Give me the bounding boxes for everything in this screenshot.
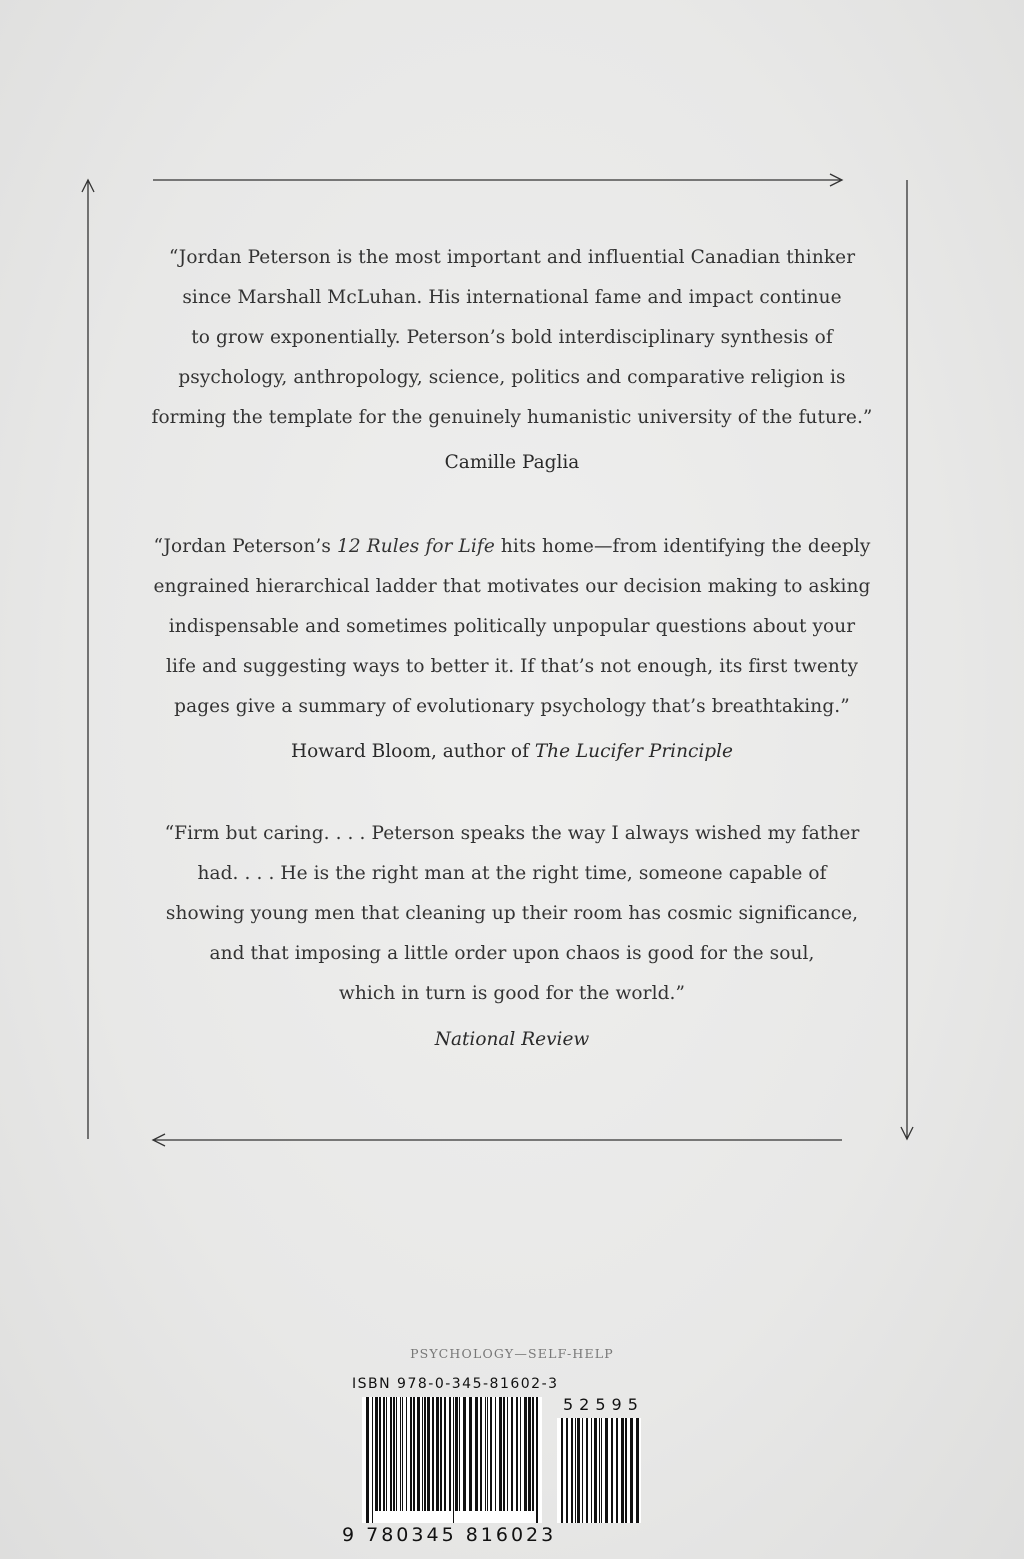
barcode-bar <box>386 1397 387 1511</box>
quote-line: pages give a summary of evolutionary psychology that’s breathtaking.” <box>174 696 850 717</box>
barcode-bar <box>402 1397 403 1511</box>
barcode-bar <box>427 1397 430 1511</box>
barcode-bar <box>591 1418 592 1523</box>
barcode-bar <box>582 1418 583 1523</box>
barcode-bar <box>379 1397 381 1511</box>
barcode-bar <box>424 1397 426 1511</box>
quote-line: life and suggesting ways to better it. If that’s not enough, its first twenty <box>165 656 859 677</box>
quote-line <box>130 527 894 567</box>
barcode-bar <box>499 1397 502 1511</box>
barcode-bar <box>561 1418 563 1523</box>
barcode-bar <box>511 1397 513 1511</box>
barcode-bar <box>507 1397 508 1511</box>
barcode-bar <box>520 1397 521 1511</box>
quote-line: engrained hierarchical ladder that motivates our decision making to asking <box>153 576 871 597</box>
barcode-bar <box>406 1397 407 1511</box>
isbn-barcode <box>362 1397 542 1523</box>
barcode-bar <box>432 1397 434 1511</box>
barcode-bar <box>400 1397 401 1511</box>
quote-line: had. . . . He is the right man at the right time, someone capable of <box>197 863 827 884</box>
review-attribution-2 <box>130 741 894 762</box>
barcode-bar <box>516 1397 518 1511</box>
barcode-bar <box>480 1397 482 1511</box>
barcode-bar <box>375 1397 378 1511</box>
barcode-bar <box>463 1397 466 1511</box>
barcode-bar <box>586 1418 588 1523</box>
barcode-bar <box>490 1397 492 1511</box>
barcode-bar <box>390 1397 392 1511</box>
barcode-bar <box>577 1418 580 1523</box>
barcode-bar <box>611 1418 613 1523</box>
barcode-bar <box>410 1397 412 1511</box>
barcode-bar <box>383 1397 385 1511</box>
barcode-bar <box>413 1397 415 1511</box>
barcode-bar <box>524 1397 527 1511</box>
attribution-middle: , author of <box>431 741 535 762</box>
quote-line: “Jordan Peterson is the most important and influential Canadian thinker <box>168 247 856 268</box>
quote-line: and that imposing a little order upon chaos is good for the soul, <box>209 943 815 964</box>
barcode-bar <box>566 1418 568 1523</box>
barcode-bar <box>571 1418 573 1523</box>
barcode-bar <box>455 1397 458 1511</box>
barcode-bar <box>536 1397 538 1523</box>
barcode-digits: 9 780345 816023 <box>342 1524 557 1546</box>
barcode-bar <box>616 1418 618 1523</box>
attribution-name: Howard Bloom <box>290 741 432 762</box>
isbn-label: ISBN 978-0-345-81602-3 <box>352 1376 559 1392</box>
barcode-bar <box>487 1397 488 1511</box>
barcode-bar <box>393 1397 395 1511</box>
barcode-bar <box>449 1397 451 1511</box>
barcode-bar <box>469 1397 472 1511</box>
barcode-bar <box>417 1397 420 1511</box>
quote-line: forming the template for the genuinely humanistic university of the future.” <box>151 407 873 428</box>
quote-text: hits home—from identifying the deeply <box>494 536 871 557</box>
barcode-bar <box>459 1397 460 1511</box>
quote-line: to grow exponentially. Peterson’s bold interdisciplinary synthesis of <box>191 327 833 348</box>
quote-line: indispensable and sometimes politically unpopular questions about your <box>168 616 856 637</box>
quote-line: since Marshall McLuhan. His international fame and impact continue <box>182 287 842 308</box>
barcode-bar <box>495 1397 496 1511</box>
barcode-bar <box>599 1418 600 1523</box>
book-title: 12 Rules for Life <box>336 536 495 557</box>
barcode-bar <box>475 1397 478 1511</box>
review-quote-1 <box>130 238 894 438</box>
quote-line: which in turn is good for the world.” <box>338 983 686 1004</box>
price-barcode <box>557 1418 641 1523</box>
barcode-bar <box>372 1397 373 1523</box>
quote-line: psychology, anthropology, science, politics and comparative religion is <box>178 367 846 388</box>
barcode-bar <box>594 1418 597 1523</box>
barcode-bar <box>366 1397 369 1523</box>
barcode-bar <box>503 1397 505 1511</box>
barcode-bar <box>621 1418 624 1523</box>
barcode-bar <box>630 1418 633 1523</box>
barcode-bar <box>436 1397 439 1511</box>
barcode-bar <box>396 1397 397 1511</box>
barcode-bar <box>528 1397 531 1511</box>
barcode-bar <box>453 1397 454 1523</box>
barcode-bar <box>625 1418 627 1523</box>
quote-line: “Firm but caring. . . . Peterson speaks the way I always wished my father <box>164 823 860 844</box>
review-quote-3 <box>130 814 894 1014</box>
barcode-bar <box>532 1397 534 1511</box>
barcode-bar <box>575 1418 576 1523</box>
attribution-work: The Lucifer Principle <box>534 741 734 762</box>
quote-line: showing young men that cleaning up their room has cosmic significance, <box>165 903 859 924</box>
category-label: PSYCHOLOGY—SELF-HELP <box>410 1346 614 1361</box>
barcode-bar <box>636 1418 639 1523</box>
barcode-bar <box>444 1397 446 1511</box>
barcode-bar <box>485 1397 486 1511</box>
review-attribution-1: Camille Paglia <box>444 452 580 473</box>
barcode-bar <box>605 1418 608 1523</box>
price-code: 52595 <box>563 1395 644 1414</box>
barcode-bar <box>601 1418 602 1523</box>
quote-text: “Jordan Peterson’s <box>153 536 337 557</box>
review-attribution-3: National Review <box>434 1029 590 1050</box>
barcode-bar <box>422 1397 423 1511</box>
review-quote-2 <box>130 527 894 727</box>
barcode-bar <box>440 1397 442 1511</box>
